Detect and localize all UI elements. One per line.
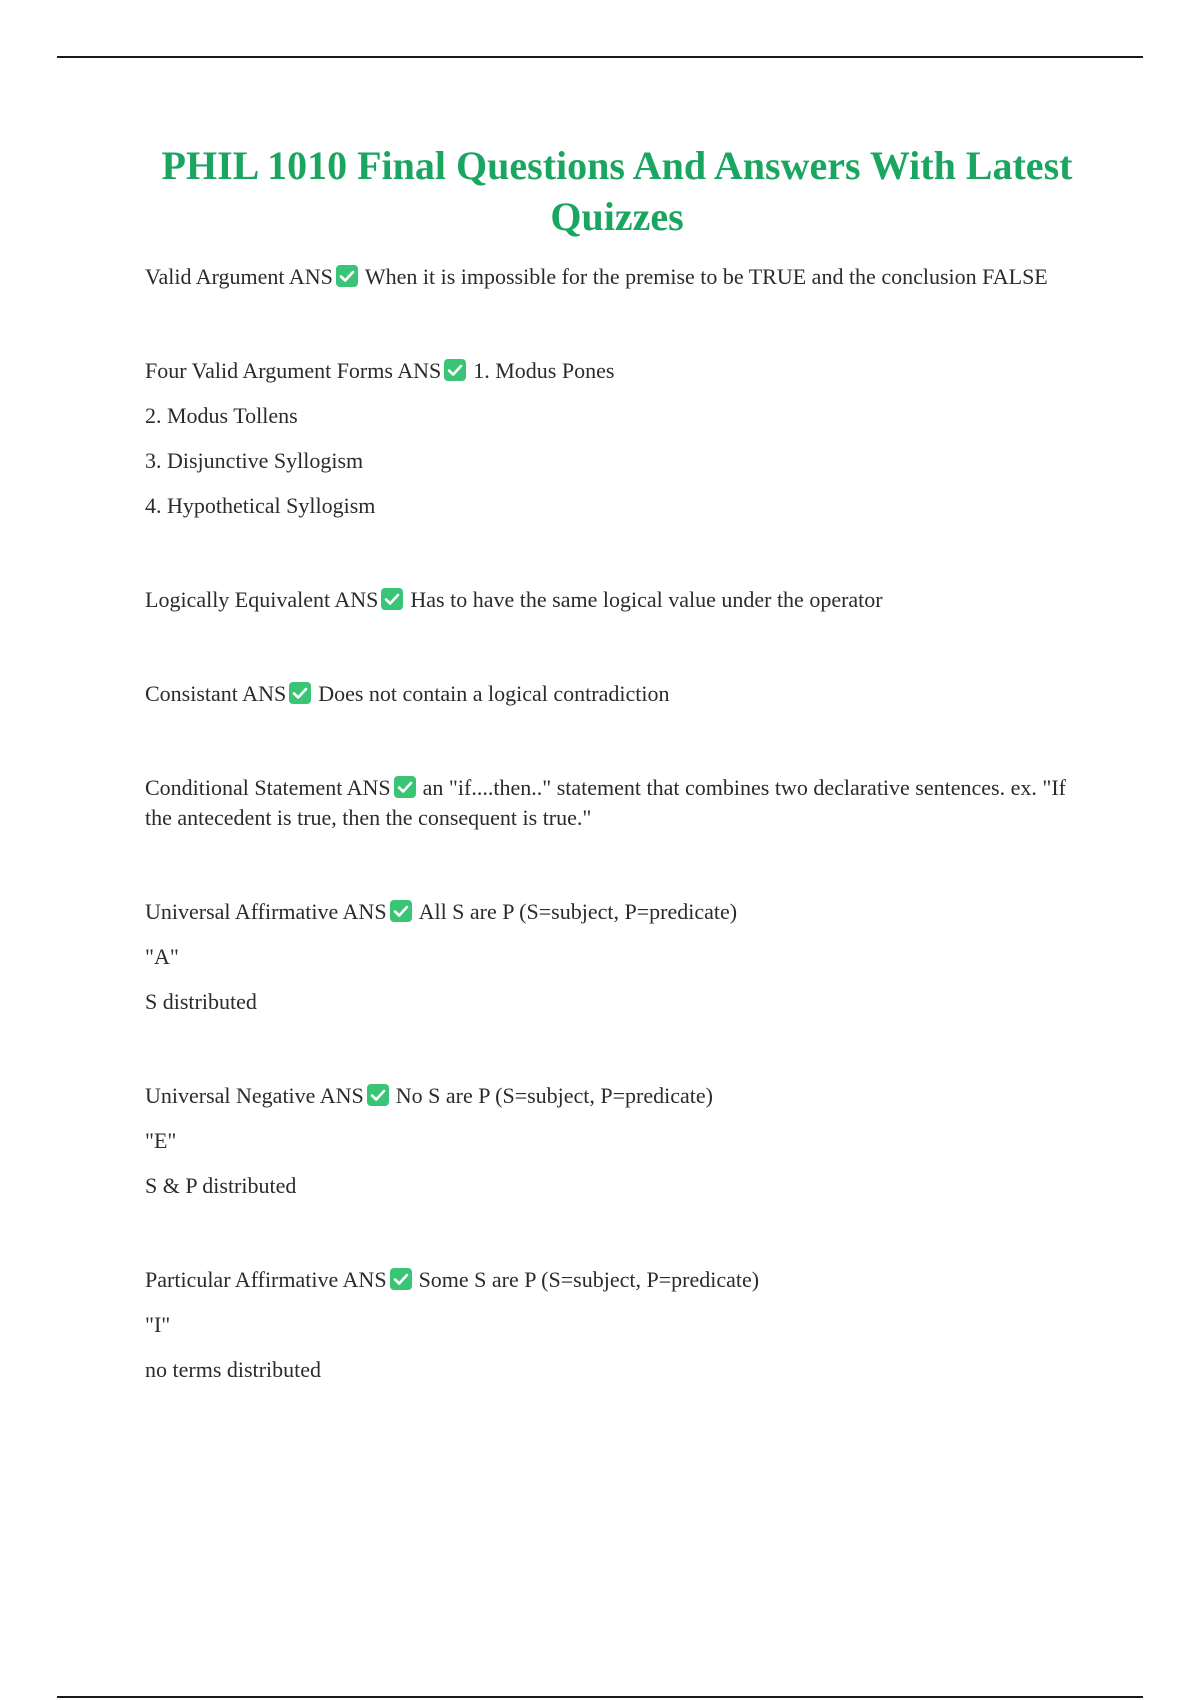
green-checkmark-icon — [394, 776, 416, 798]
qa-extra-line: "I" — [145, 1312, 171, 1337]
qa-term: Valid Argument ANS — [145, 264, 333, 289]
qa-extra-line: S & P distributed — [145, 1173, 297, 1198]
qa-line — [145, 585, 1090, 615]
qa-term: Logically Equivalent ANS — [145, 587, 379, 612]
qa-answer: Has to have the same logical value under the operator — [410, 587, 883, 612]
qa-list — [145, 262, 1090, 1449]
qa-entry — [145, 262, 1090, 292]
qa-term: Universal Affirmative ANS — [145, 899, 387, 924]
qa-entry — [145, 585, 1090, 615]
qa-answer: 1. Modus Pones — [473, 358, 615, 383]
qa-entry — [145, 773, 1090, 833]
qa-line — [145, 1265, 1090, 1295]
qa-line — [145, 897, 1090, 927]
qa-answer: All S are P (S=subject, P=predicate) — [418, 899, 738, 924]
qa-answer: When it is impossible for the premise to be TRUE and the conclusion FALSE — [364, 264, 1048, 289]
qa-term: Conditional Statement ANS — [145, 775, 391, 800]
qa-line — [145, 356, 1090, 386]
green-checkmark-icon — [444, 359, 466, 381]
qa-entry — [145, 356, 1090, 521]
qa-answer: No S are P (S=subject, P=predicate) — [395, 1083, 713, 1108]
qa-extra-line: "A" — [145, 944, 179, 969]
qa-term: Universal Negative ANS — [145, 1083, 364, 1108]
qa-term: Four Valid Argument Forms ANS — [145, 358, 442, 383]
qa-entry — [145, 1265, 1090, 1385]
qa-answer: Does not contain a logical contradiction — [318, 681, 670, 706]
qa-extra-line: no terms distributed — [145, 1357, 321, 1382]
qa-term: Particular Affirmative ANS — [145, 1267, 387, 1292]
qa-extra-line: S distributed — [145, 989, 257, 1014]
qa-line — [145, 773, 1090, 833]
page-title: PHIL 1010 Final Questions And Answers With Latest Quizzes — [161, 143, 1073, 239]
top-rule — [57, 56, 1143, 58]
qa-line — [145, 1081, 1090, 1111]
green-checkmark-icon — [390, 1268, 412, 1290]
green-checkmark-icon — [381, 588, 403, 610]
qa-extra-line: 2. Modus Tollens — [145, 403, 298, 428]
qa-extra-line: 3. Disjunctive Syllogism — [145, 448, 364, 473]
bottom-rule — [57, 1696, 1143, 1698]
qa-extra-line: "E" — [145, 1128, 177, 1153]
qa-line — [145, 679, 1090, 709]
green-checkmark-icon — [289, 682, 311, 704]
qa-entry — [145, 1081, 1090, 1201]
qa-extra-line: 4. Hypothetical Syllogism — [145, 493, 376, 518]
qa-entry — [145, 679, 1090, 709]
green-checkmark-icon — [367, 1084, 389, 1106]
green-checkmark-icon — [390, 900, 412, 922]
qa-answer: an "if....then.." statement that combines two declarative sentences. ex. "If the antecedent is true, then the consequent is true." — [145, 775, 1066, 830]
qa-term: Consistant ANS — [145, 681, 287, 706]
qa-line — [145, 262, 1090, 292]
qa-entry — [145, 897, 1090, 1017]
green-checkmark-icon — [336, 265, 358, 287]
qa-answer: Some S are P (S=subject, P=predicate) — [418, 1267, 760, 1292]
